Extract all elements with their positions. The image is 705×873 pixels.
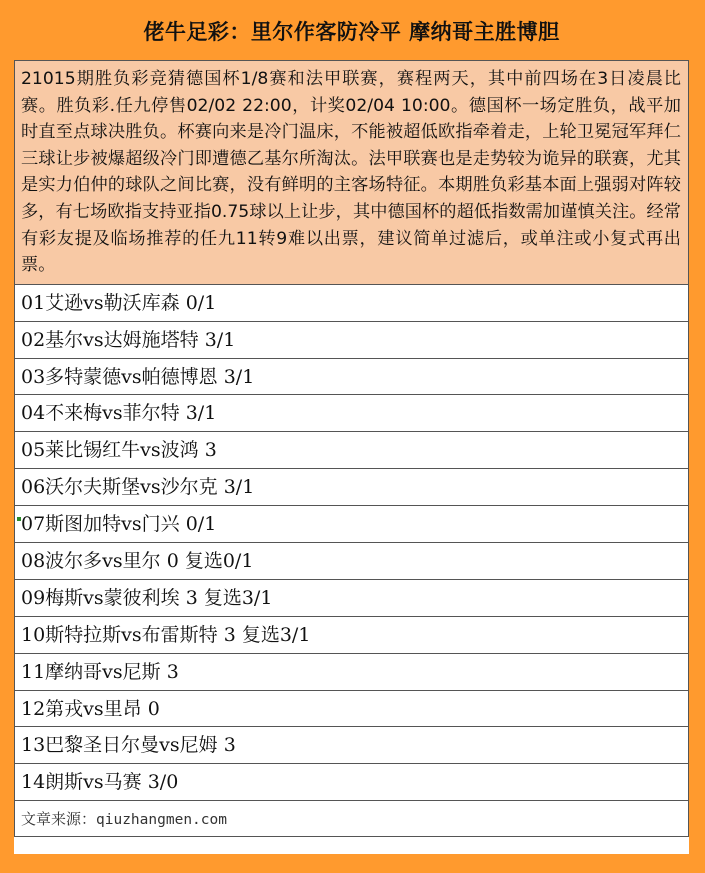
intro-paragraph: 21015期胜负彩竞猜德国杯1/8赛和法甲联赛，赛程两天，其中前四场在3日凌晨比赛。胜负彩.任九停售02/02 22:00，计奖02/04 10:00。德国杯一场定胜负，战平加时直至点球决胜负。杯赛向来是冷门温床，不能被超低欧指牵着走，上轮卫冕冠军拜仁三球让步被爆超级冷门即遭德乙基尔所淘汰。法甲联赛也是走势较为诡异的联赛，尤其是实力伯仲的球队之间比赛，没有鲜明的主客场特征。本期胜负彩基本面上强弱对阵较多，有七场欧指支持亚指0.75球以上让步，其中德国杯的超低指数需加谨慎关注。经常有彩友提及临场推荐的任九11转9难以出票，建议简单过滤后，或单注或小复式再出票。 (14, 60, 689, 285)
match-row-06: 06沃尔夫斯堡vs沙尔克 3/1 (14, 469, 689, 506)
match-row-03: 03多特蒙德vs帕德博恩 3/1 (14, 359, 689, 396)
article-title: 佬牛足彩：里尔作客防冷平 摩纳哥主胜博胆 (14, 8, 689, 60)
source-url: qiuzhangmen.com (96, 812, 227, 829)
match-row-01: 01艾逊vs勒沃库森 0/1 (14, 285, 689, 322)
match-row-08: 08波尔多vs里尔 0 复选0/1 (14, 543, 689, 580)
article-card (14, 8, 689, 854)
match-row-12: 12第戎vs里昂 0 (14, 691, 689, 728)
match-row-04: 04不来梅vs菲尔特 3/1 (14, 395, 689, 432)
match-list (14, 285, 689, 801)
match-row-02: 02基尔vs达姆施塔特 3/1 (14, 322, 689, 359)
match-row-14: 14朗斯vs马赛 3/0 (14, 764, 689, 801)
match-row-05: 05莱比锡红牛vs波鸿 3 (14, 432, 689, 469)
match-row-07: 07斯图加特vs门兴 0/1 (14, 506, 689, 543)
match-row-10: 10斯特拉斯vs布雷斯特 3 复选3/1 (14, 617, 689, 654)
source-line (14, 801, 689, 837)
match-row-11: 11摩纳哥vs尼斯 3 (14, 654, 689, 691)
source-label: 文章来源： (21, 810, 97, 829)
match-row-13: 13巴黎圣日尔曼vs尼姆 3 (14, 727, 689, 764)
match-row-09: 09梅斯vs蒙彼利埃 3 复选3/1 (14, 580, 689, 617)
corner-marker (17, 517, 21, 521)
